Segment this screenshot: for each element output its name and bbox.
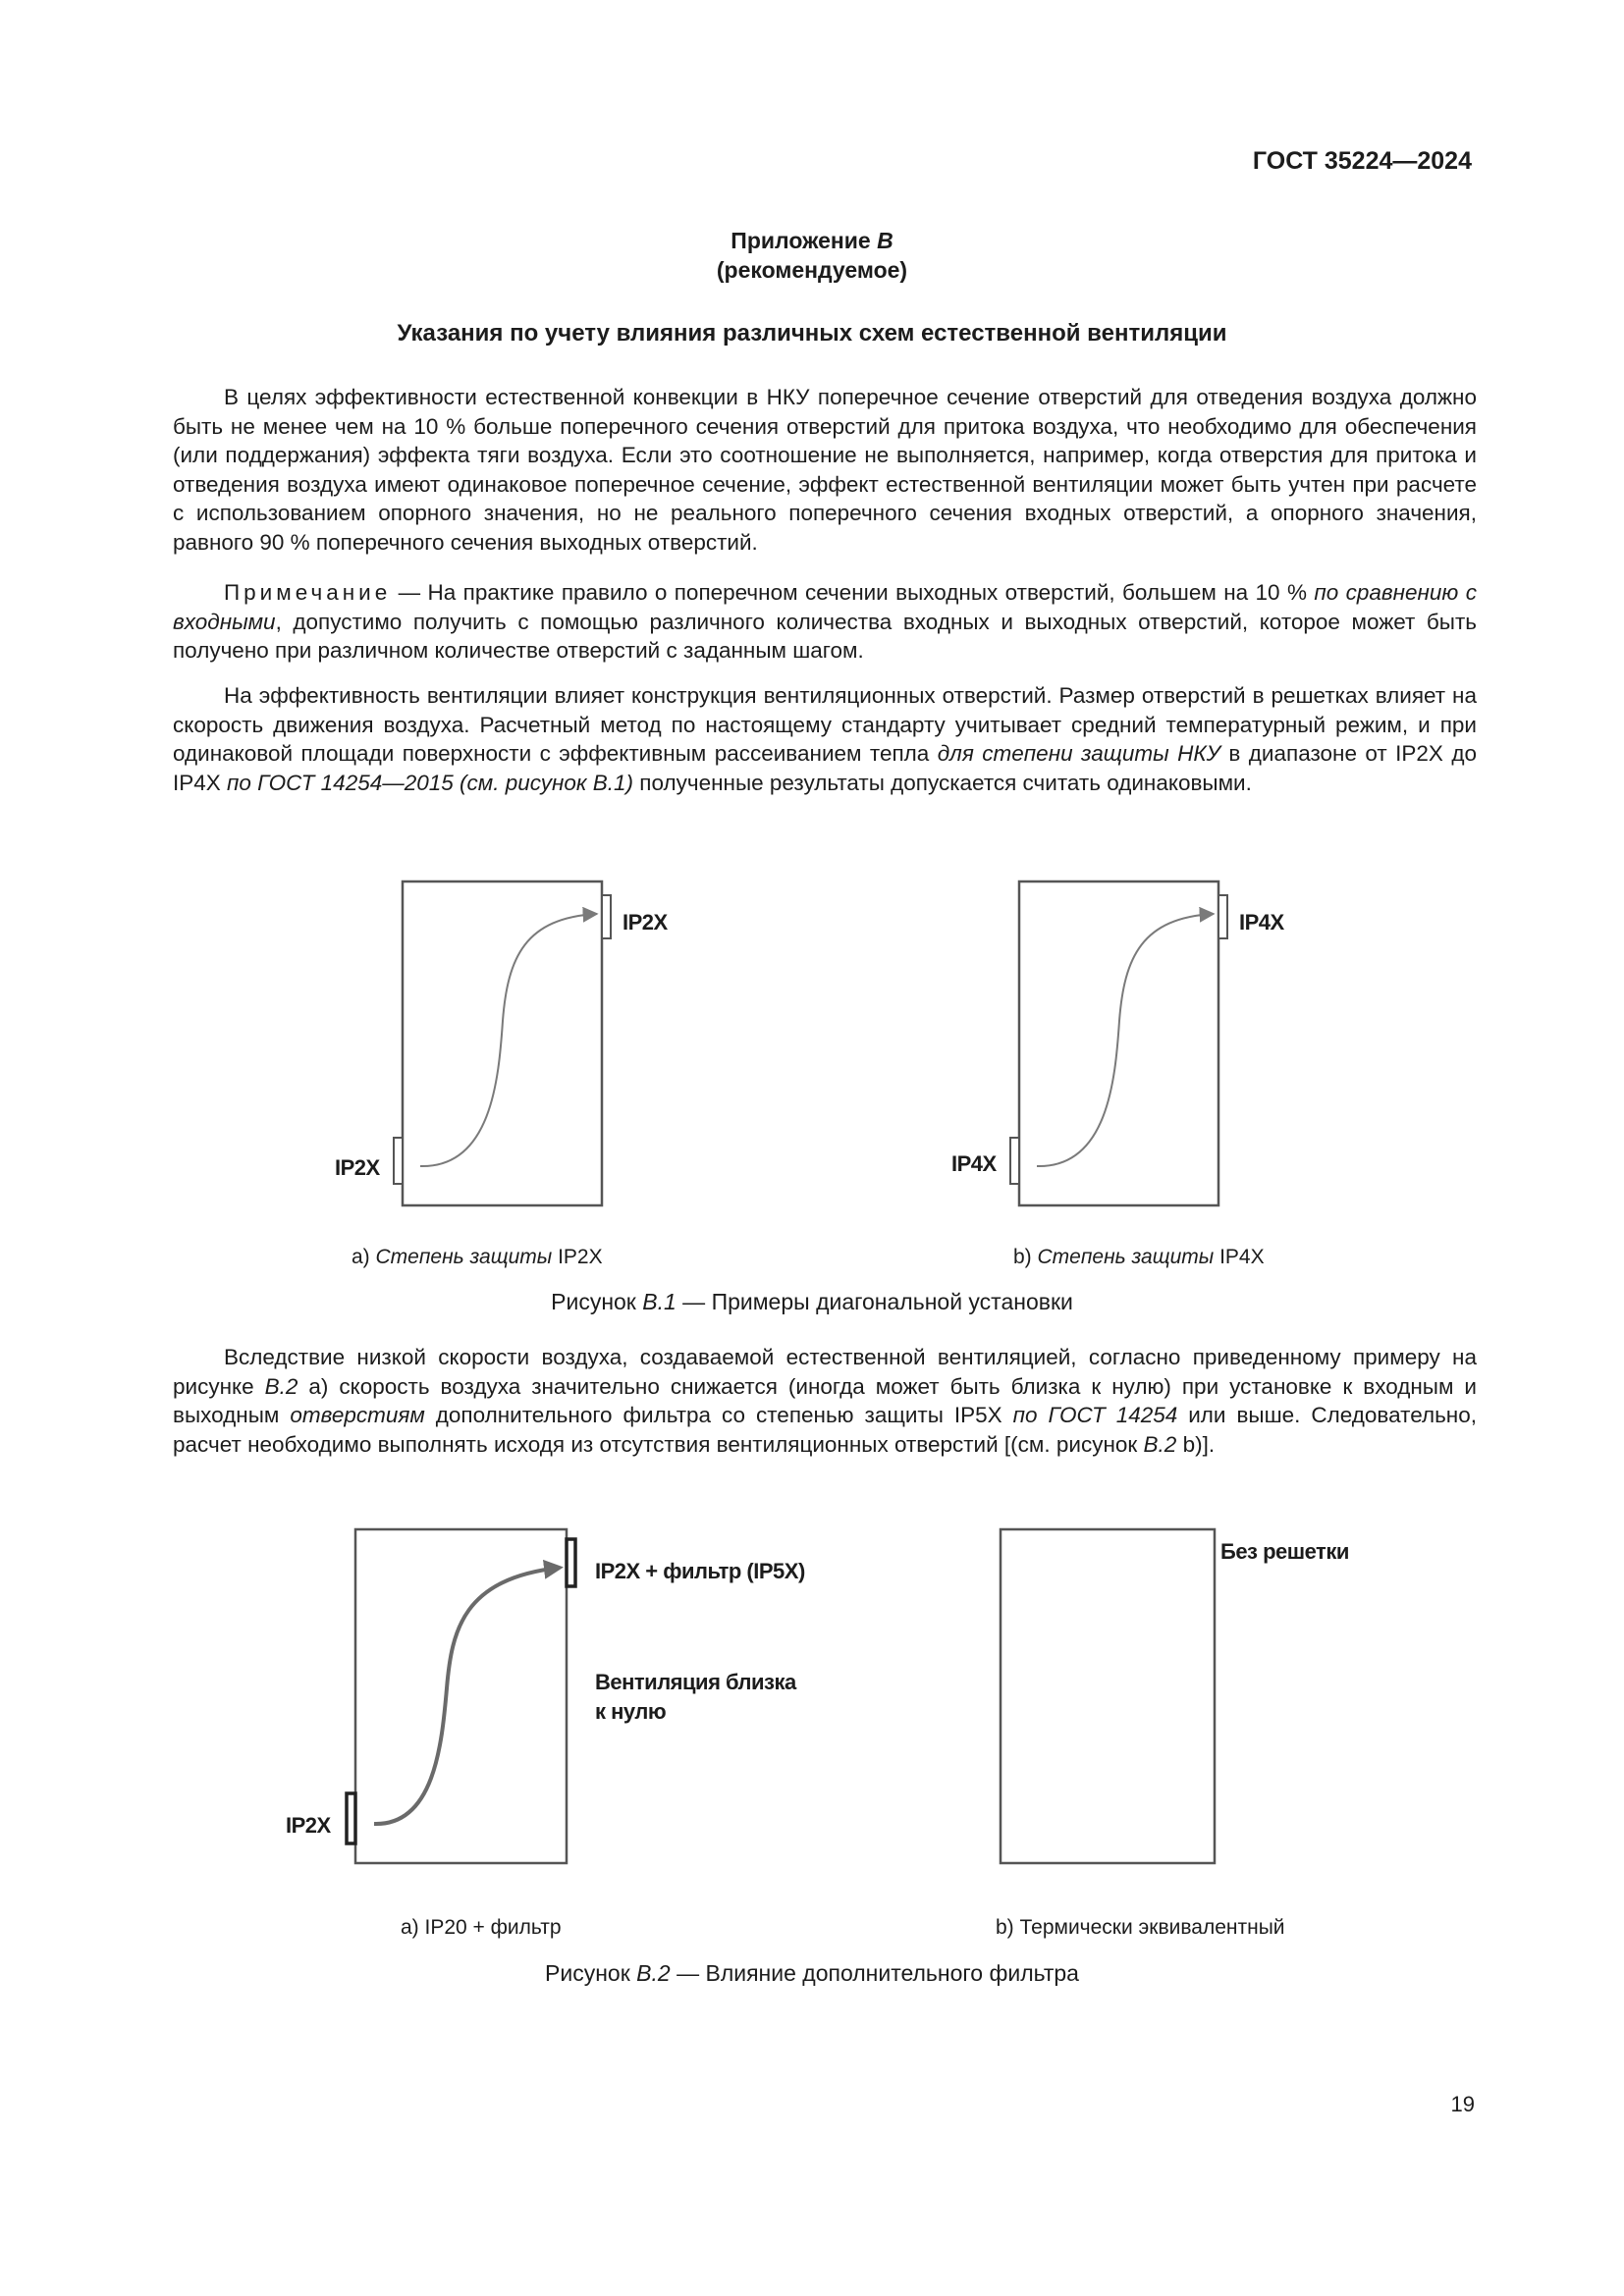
airflow-arrow xyxy=(420,914,597,1166)
figure-1a-enclosure xyxy=(335,881,669,1205)
note-paragraph: Примечание — На практике правило о поперечном сечении выходных отверстий, большем на 10 % по сравнению с входными, допустимо получить с помощью различного количества входных и выходных отверстий, которое может быть получено при различном количестве отверстий с заданным шагом. xyxy=(173,580,1477,663)
figure-1b-enclosure xyxy=(951,881,1285,1205)
paragraph-3: На эффективность вентиляции влияет конструкция вентиляционных отверстий. Размер отверстий в решетках влияет на скорость движения воздуха. Расчетный метод по настоящему стандарту учитывает средний температурный режим, и при одинаковой площади поверхности с эффективным рассеиванием тепла для степени защиты НКУ в диапазоне от IP2X до IP4X по ГОСТ 14254—2015 (см. рисунок В.1) полученные результаты допускается считать одинаковыми. xyxy=(173,683,1477,795)
appendix-title: Приложение В (рекомендуемое) xyxy=(0,226,1624,285)
figure-1-caption: Рисунок В.1 — Примеры диагональной установки xyxy=(551,1289,1073,1314)
figure-2a-enclosure xyxy=(286,1529,805,1863)
airflow-arrow xyxy=(374,1568,560,1824)
document-code: ГОСТ 35224—2024 xyxy=(1252,147,1472,175)
figure-2b-subcaption: b) Термически эквивалентный xyxy=(996,1916,1285,1939)
ventilation-note-line-1: Вентиляция близка xyxy=(595,1670,796,1694)
appendix-subtitle: (рекомендуемое) xyxy=(716,257,908,283)
outlet-label: IP2X + фильтр (IP5X) xyxy=(595,1559,805,1583)
paragraph-1: В целях эффективности естественной конвекции в НКУ поперечное сечение отверстий для отведения воздуха должно быть не менее чем на 10 % больше поперечного сечения отверстий для притока воздуха, что необходимо для обеспечения (или поддержания) эффекта тяги воздуха. Если это соотношение не выполняется, например, когда отверстия для притока и отведения воздуха имеют одинаковое поперечное сечение, эффект естественной вентиляции может быть учтен при расчете с использованием опорного значения, но не реального поперечного сечения входных отверстий, а опорного значения, равного 90 % поперечного сечения выходных отверстий. xyxy=(173,385,1477,555)
figure-2b-enclosure xyxy=(1001,1529,1349,1863)
section-heading: Указания по учету влияния различных схем естественной вентиляции xyxy=(397,320,1227,347)
no-grille-label: Без решетки xyxy=(1220,1539,1349,1564)
outlet-label: IP4X xyxy=(1239,910,1284,934)
note-label: Примечание xyxy=(224,580,392,605)
inlet-label: IP2X xyxy=(335,1155,380,1180)
airflow-arrow xyxy=(1037,914,1214,1166)
figure-1b-subcaption: b) Степень защиты IP4X xyxy=(1013,1246,1265,1268)
figure-2a-subcaption: а) IP20 + фильтр xyxy=(401,1916,562,1939)
inlet-label: IP2X xyxy=(286,1813,331,1838)
ventilation-note-line-2: к нулю xyxy=(595,1699,667,1724)
page-number: 19 xyxy=(1450,2092,1475,2116)
paragraph-4: Вследствие низкой скорости воздуха, создаваемой естественной вентиляцией, согласно приведенному примеру на рисунке В.2 а) скорость воздуха значительно снижается (иногда может быть близка к нулю) при установке к входным и выходным отверстиям дополнительного фильтра со степенью защиты IP5X по ГОСТ 14254 или выше. Следовательно, расчет необходимо выполнять исходя из отсутствия вентиляционных отверстий [(см. рисунок В.2 b)]. xyxy=(173,1345,1477,1457)
figure-2-caption: Рисунок В.2 — Влияние дополнительного фильтра xyxy=(545,1960,1079,1986)
inlet-label: IP4X xyxy=(951,1151,997,1176)
outlet-label: IP2X xyxy=(623,910,668,934)
figure-1a-subcaption: a) Степень защиты IP2X xyxy=(352,1246,603,1268)
